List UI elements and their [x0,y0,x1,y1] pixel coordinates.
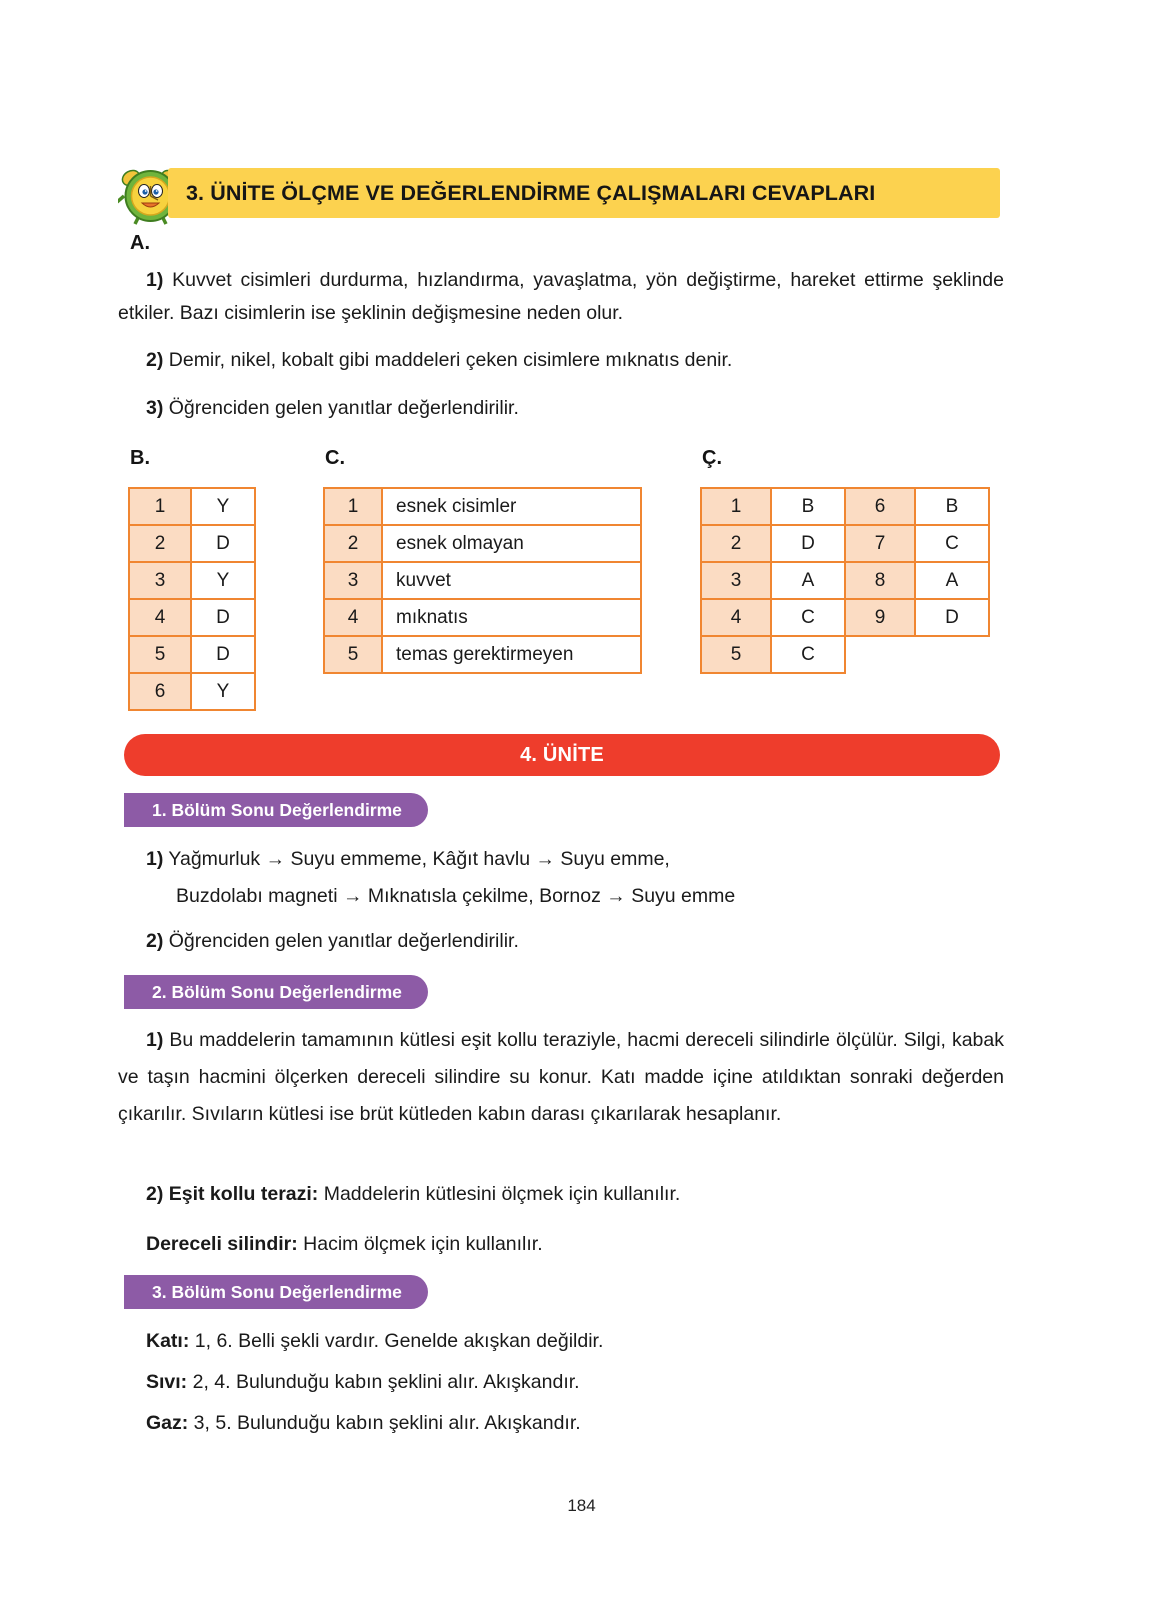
cell-value: C [915,525,989,562]
bolum3-text-kati: 1, 6. Belli şekli vardır. Genelde akışkan değildir. [189,1330,604,1352]
unit-title-banner [168,168,1000,218]
cell-number: 2 [129,525,191,562]
cell-number: 9 [845,599,915,636]
table-row [129,673,255,710]
answer-a1-text: Kuvvet cisimleri durdurma, hızlandırma, yavaşlatma, yön değiştirme, hareket ettirme şeklinde etkiler. Bazı cisimlerin ise şeklinin değişmesine neden olur. [118,269,1004,324]
cell-number: 4 [324,599,382,636]
section-pill-2-label: 2. Bölüm Sonu Değerlendirme [152,981,402,1002]
bolum2-item3 [146,1228,1016,1261]
table-row [129,599,255,636]
answer-a2-number: 2) [146,349,164,371]
cell-value: A [771,562,845,599]
table-row [129,488,255,525]
cell-value: D [915,599,989,636]
cell-number: 2 [701,525,771,562]
table-row [701,562,989,599]
cell-number: 5 [324,636,382,673]
table-row [324,599,641,636]
table-c-cedilla [700,487,990,674]
cell-empty [845,636,915,673]
cell-value: B [915,488,989,525]
section-label-c-cedilla: Ç. [702,447,722,469]
table-c-body [324,488,641,673]
cell-number: 3 [701,562,771,599]
cell-number: 1 [324,488,382,525]
bolum3-line-gaz [146,1407,1016,1440]
table-row [324,636,641,673]
bolum1-item1-text: Yağmurluk → Suyu emmeme, Kâğıt havlu → Suyu emme, [163,848,670,870]
cell-number: 5 [129,636,191,673]
cell-number: 7 [845,525,915,562]
unit-divider-label: 4. ÜNİTE [520,743,604,766]
bolum2-item2 [146,1178,1016,1211]
bolum3-label-gaz: Gaz: [146,1412,189,1434]
answer-a3-number: 3) [146,397,164,419]
cell-number: 1 [701,488,771,525]
cell-value: esnek cisimler [382,488,641,525]
cell-value: temas gerektirmeyen [382,636,641,673]
answer-a3-text: Öğrenciden gelen yanıtlar değerlendirilir. [163,397,519,419]
section-pill-3 [124,1275,428,1309]
table-b [128,487,256,711]
cell-value: kuvvet [382,562,641,599]
cell-value: Y [191,562,255,599]
bolum2-item1-number: 1) [146,1029,164,1051]
bolum2-item1 [118,1022,1004,1133]
cell-number: 8 [845,562,915,599]
bolum1-item1-line2: Buzdolabı magneti → Mıknatısla çekilme, Bornoz → Suyu emme [176,885,736,907]
cell-number: 3 [324,562,382,599]
bolum1-item1-line1 [146,843,1016,876]
table-row [129,562,255,599]
cell-value: B [771,488,845,525]
cell-value: D [191,525,255,562]
table-row [701,636,989,673]
unit-title-text: 3. ÜNİTE ÖLÇME VE DEĞERLENDİRME ÇALIŞMALARI CEVAPLARI [186,180,876,205]
cell-value: C [771,636,845,673]
section-label-c: C. [325,447,345,469]
cell-number: 4 [129,599,191,636]
cell-value: mıknatıs [382,599,641,636]
cell-number: 5 [701,636,771,673]
bolum2-item3-label: Dereceli silindir: [146,1233,298,1255]
table-row [701,525,989,562]
bolum2-item2-text: Maddelerin kütlesini ölçmek için kullanılır. [318,1183,681,1205]
cell-value: Y [191,488,255,525]
cell-value: D [771,525,845,562]
cell-number: 6 [845,488,915,525]
bolum3-label-kati: Katı: [146,1330,190,1352]
cell-value: D [191,599,255,636]
cell-number: 2 [324,525,382,562]
section-pill-1 [124,793,428,827]
bolum2-item2-number: 2) Eşit kollu terazi: [146,1183,319,1205]
table-b-body [129,488,255,710]
table-row [701,599,989,636]
table-c-cedilla-body [701,488,989,673]
bolum1-item1-number: 1) [146,848,164,870]
section-pill-3-label: 3. Bölüm Sonu Değerlendirme [152,1281,402,1302]
cell-number: 4 [701,599,771,636]
cell-value: A [915,562,989,599]
bolum2-item3-text: Hacim ölçmek için kullanılır. [297,1233,543,1255]
cell-value: Y [191,673,255,710]
cell-number: 3 [129,562,191,599]
cell-value: C [771,599,845,636]
unit-divider-banner [124,734,1000,776]
table-row [129,525,255,562]
bolum3-text-gaz: 3, 5. Bulunduğu kabın şeklini alır. Akışkandır. [188,1412,581,1434]
answer-a1 [118,264,1004,330]
table-row [324,525,641,562]
answer-a1-number: 1) [146,269,164,291]
cell-empty [915,636,989,673]
table-row [701,488,989,525]
answer-a2-text: Demir, nikel, kobalt gibi maddeleri çeken cisimlere mıknatıs denir. [163,349,733,371]
bolum3-line-kati [146,1325,1016,1358]
bolum1-item2 [146,925,1016,958]
bolum3-label-sivi: Sıvı: [146,1371,188,1393]
bolum3-line-sivi [146,1366,1016,1399]
table-row [324,488,641,525]
table-row [129,636,255,673]
section-pill-1-label: 1. Bölüm Sonu Değerlendirme [152,799,402,820]
bolum3-text-sivi: 2, 4. Bulunduğu kabın şeklini alır. Akışkandır. [187,1371,580,1393]
section-pill-2 [124,975,428,1009]
unit-header [118,168,1000,220]
cell-number: 1 [129,488,191,525]
bolum1-item2-number: 2) [146,930,164,952]
bolum2-item1-text: Bu maddelerin tamamının kütlesi eşit kollu teraziyle, hacmi dereceli silindirle ölçülür. Silgi, kabak ve taşın hacmini ölçerken dereceli silindire su konur. Katı madde içine atıldıktan sonraki değerden çıkarılır. Sıvıların kütlesi ise brüt kütleden kabın darası çıkarılarak hesaplanır. [118,1029,1004,1125]
cell-number: 6 [129,673,191,710]
answer-a2 [118,344,1004,377]
bolum1-item2-text: Öğrenciden gelen yanıtlar değerlendirilir. [163,930,519,952]
cell-value: esnek olmayan [382,525,641,562]
section-label-b: B. [130,447,150,469]
table-c [323,487,642,674]
section-label-a: A. [130,232,150,254]
cell-value: D [191,636,255,673]
page-number: 184 [567,1496,596,1515]
answer-a3 [118,392,1004,425]
table-row [324,562,641,599]
